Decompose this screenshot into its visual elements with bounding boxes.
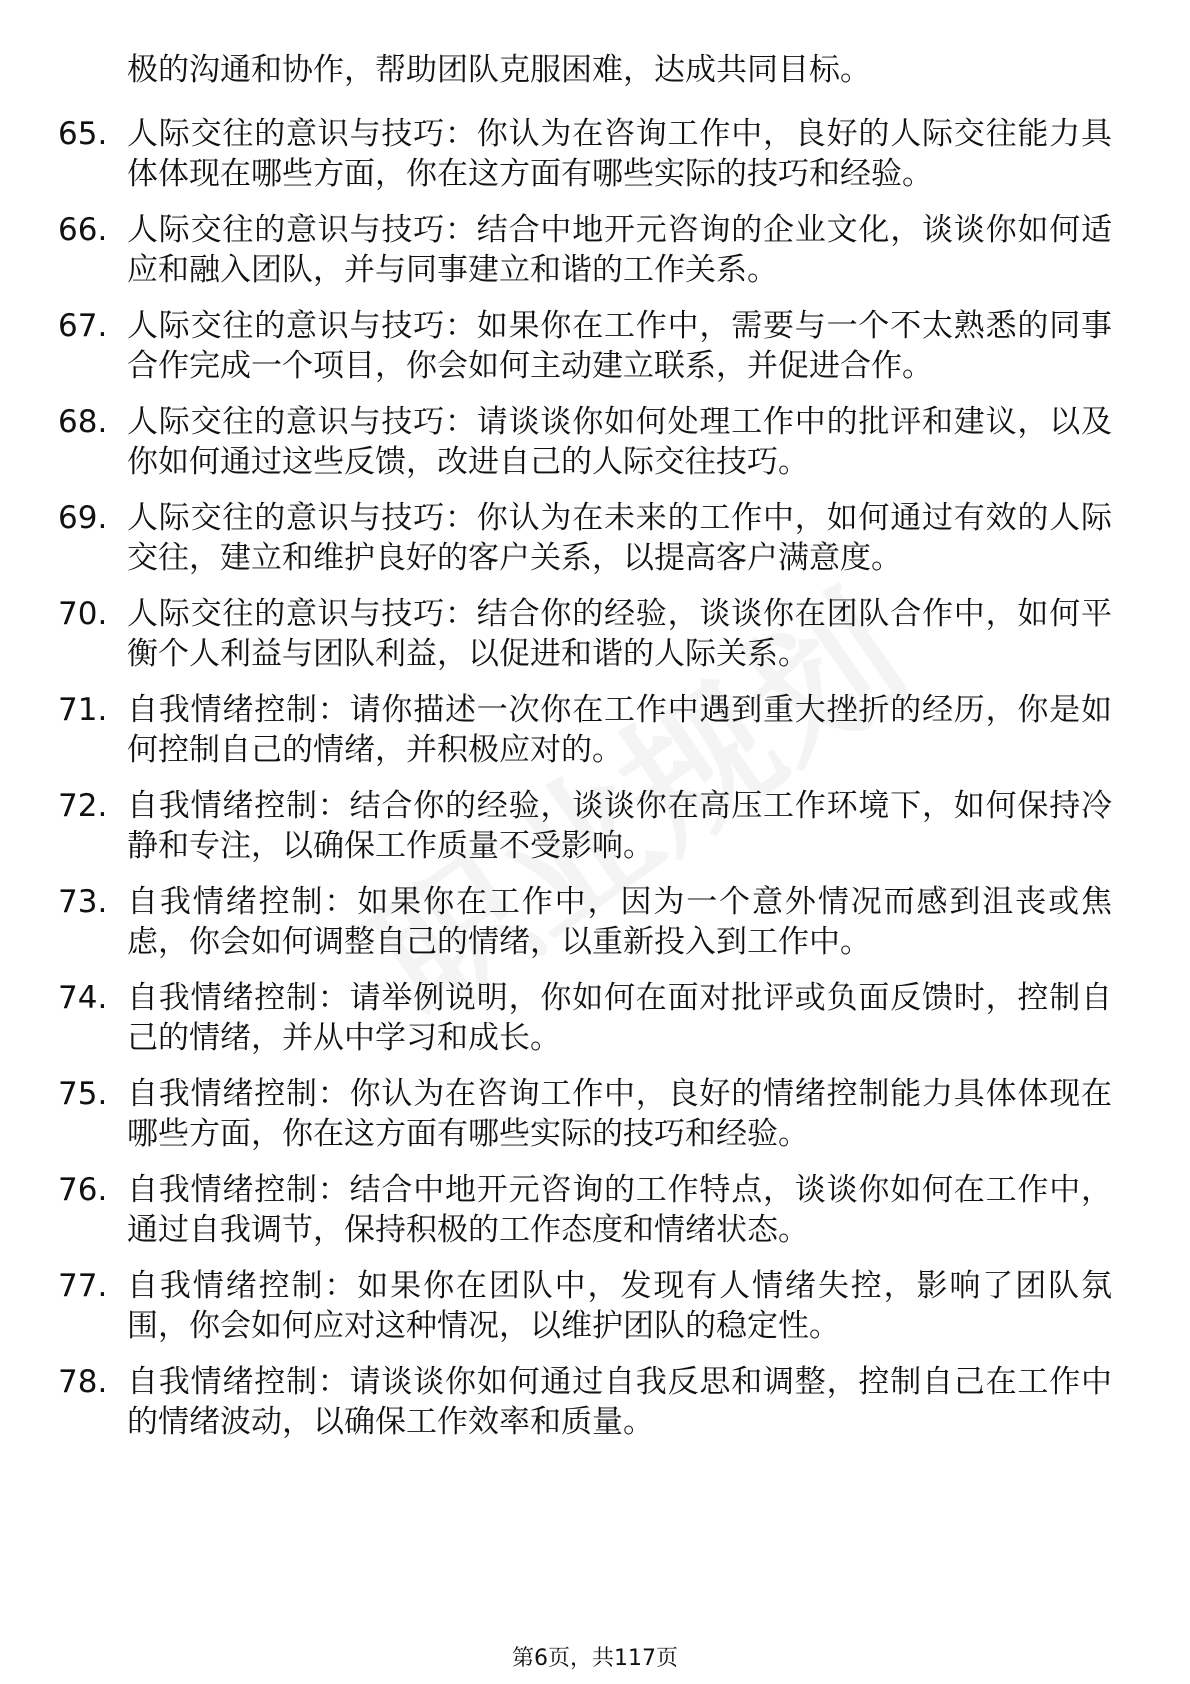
list-item [0,498,1190,578]
list-item [0,882,1190,962]
question-number: 67. [58,308,108,344]
question-number: 69. [58,500,108,536]
list-item [0,1074,1190,1154]
question-text: 自我情绪控制：请谈谈你如何通过自我反思和调整，控制自己在工作中的情绪波动，以确保工作效率和质量。 [127,1364,1112,1440]
page-footer: 第6页，共117页 [512,1646,678,1671]
list-item [0,786,1190,866]
list-item [0,1362,1190,1442]
question-number: 66. [58,212,108,248]
question-list [0,114,1190,1458]
question-text: 人际交往的意识与技巧：你认为在未来的工作中，如何通过有效的人际交往，建立和维护良好的客户关系，以提高客户满意度。 [127,500,1112,576]
list-item [0,1170,1190,1250]
list-item [0,978,1190,1058]
list-item [0,210,1190,290]
question-text: 人际交往的意识与技巧：结合你的经验，谈谈你在团队合作中，如何平衡个人利益与团队利益，以促进和谐的人际关系。 [127,596,1112,672]
question-text: 自我情绪控制：结合你的经验，谈谈你在高压工作环境下，如何保持冷静和专注，以确保工作质量不受影响。 [127,788,1112,864]
question-text: 自我情绪控制：如果你在团队中，发现有人情绪失控，影响了团队氛围，你会如何应对这种情况，以维护团队的稳定性。 [127,1268,1112,1344]
question-text: 人际交往的意识与技巧：如果你在工作中，需要与一个不太熟悉的同事合作完成一个项目，你会如何主动建立联系，并促进合作。 [127,308,1112,384]
question-number: 68. [58,404,108,440]
continuation-text: 极的沟通和协作，帮助团队克服困难，达成共同目标。 [127,52,871,88]
question-number: 76. [58,1172,108,1208]
list-item [0,1266,1190,1346]
question-text: 人际交往的意识与技巧：结合中地开元咨询的企业文化，谈谈你如何适应和融入团队，并与同事建立和谐的工作关系。 [127,212,1112,288]
list-item [0,114,1190,194]
question-text: 自我情绪控制：如果你在工作中，因为一个意外情况而感到沮丧或焦虑，你会如何调整自己的情绪，以重新投入到工作中。 [127,884,1112,960]
list-item [0,402,1190,482]
question-number: 75. [58,1076,108,1112]
question-text: 自我情绪控制：请举例说明，你如何在面对批评或负面反馈时，控制自己的情绪，并从中学习和成长。 [127,980,1112,1056]
question-number: 65. [58,116,108,152]
list-item [0,306,1190,386]
question-number: 77. [58,1268,108,1304]
question-number: 73. [58,884,108,920]
question-text: 人际交往的意识与技巧：请谈谈你如何处理工作中的批评和建议，以及你如何通过这些反馈，改进自己的人际交往技巧。 [127,404,1112,480]
question-text: 自我情绪控制：结合中地开元咨询的工作特点，谈谈你如何在工作中，通过自我调节，保持积极的工作态度和情绪状态。 [127,1172,1112,1248]
question-text: 自我情绪控制：你认为在咨询工作中，良好的情绪控制能力具体体现在哪些方面，你在这方面有哪些实际的技巧和经验。 [127,1076,1112,1152]
question-number: 72. [58,788,108,824]
question-text: 自我情绪控制：请你描述一次你在工作中遇到重大挫折的经历，你是如何控制自己的情绪，并积极应对的。 [127,692,1112,768]
question-number: 70. [58,596,108,632]
question-number: 74. [58,980,108,1016]
list-item [0,594,1190,674]
question-number: 71. [58,692,108,728]
list-item [0,690,1190,770]
question-text: 人际交往的意识与技巧：你认为在咨询工作中，良好的人际交往能力具体体现在哪些方面，你在这方面有哪些实际的技巧和经验。 [127,116,1112,192]
question-number: 78. [58,1364,108,1400]
